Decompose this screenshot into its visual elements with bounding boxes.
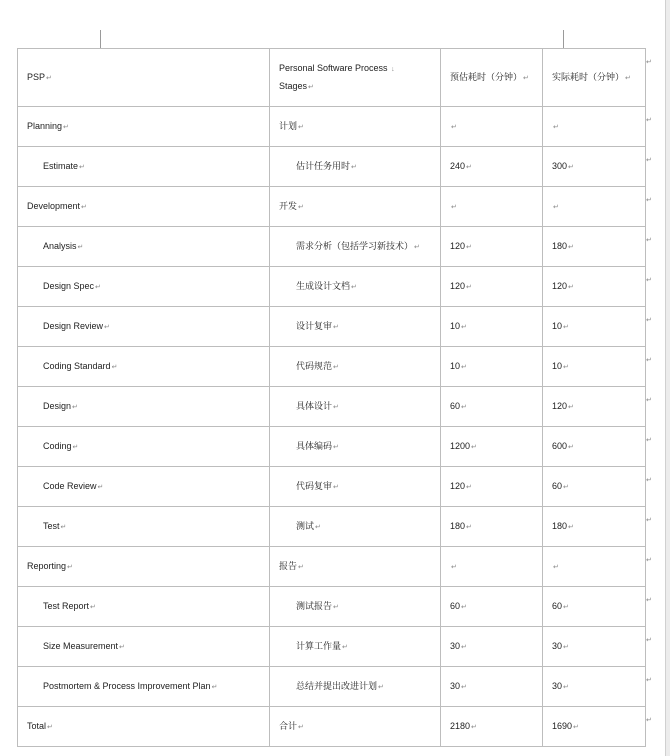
cell-stage-cn[interactable]: 估计任务用时↵ [270,147,441,187]
cell-stage-cn[interactable]: 设计复审↵ [270,307,441,347]
row-end-mark: ↵ [646,117,652,124]
cell-stage-cn[interactable]: 具体设计↵ [270,387,441,427]
cell-stage-cn[interactable]: 生成设计文档↵ [270,267,441,307]
header-estimated-time[interactable]: 预估耗时（分钟）↵ [441,49,543,107]
row-end-mark: ↵ [646,677,652,684]
cell-estimated[interactable]: 2180↵ [441,707,543,747]
cell-stage-en[interactable]: Postmortem & Process Improvement Plan↵ [18,667,270,707]
cell-stage-cn[interactable]: 总结并提出改进计划↵ [270,667,441,707]
table-row [18,627,646,667]
cell-stage-cn[interactable]: 合计↵ [270,707,441,747]
cell-estimated[interactable]: 240↵ [441,147,543,187]
row-end-mark: ↵ [646,357,652,364]
cell-stage-en[interactable]: Total↵ [18,707,270,747]
cell-stage-en[interactable]: Design Review↵ [18,307,270,347]
cell-estimated[interactable]: 180↵ [441,507,543,547]
cell-stage-en[interactable]: Analysis↵ [18,227,270,267]
cell-stage-en[interactable]: Coding Standard↵ [18,347,270,387]
header-actual-time[interactable]: 实际耗时（分钟）↵ [543,49,646,107]
cell-estimated[interactable]: 30↵ [441,627,543,667]
header-psp[interactable]: PSP↵ [18,49,270,107]
cell-actual[interactable]: 10↵ [543,307,646,347]
cell-stage-cn[interactable]: 开发↵ [270,187,441,227]
cell-actual[interactable]: 30↵ [543,627,646,667]
cell-stage-cn[interactable]: 需求分析（包括学习新技术）↵ [270,227,441,267]
cell-stage-en[interactable]: Reporting↵ [18,547,270,587]
table-row [18,707,646,747]
cell-actual[interactable]: 60↵ [543,587,646,627]
margin-corner-top-right [563,30,582,49]
row-end-mark: ↵ [646,157,652,164]
cell-stage-cn[interactable]: 计算工作量↵ [270,627,441,667]
row-end-mark: ↵ [646,397,652,404]
cell-actual[interactable]: ↵ [543,187,646,227]
cell-stage-en[interactable]: Code Review↵ [18,467,270,507]
row-end-mark: ↵ [646,517,652,524]
row-end-mark: ↵ [646,197,652,204]
cell-stage-cn[interactable]: 代码复审↵ [270,467,441,507]
margin-corner-top-left [82,30,101,49]
table-row [18,467,646,507]
cell-estimated[interactable]: ↵ [441,107,543,147]
table-row [18,587,646,627]
table-row [18,427,646,467]
cell-stage-cn[interactable]: 代码规范↵ [270,347,441,387]
cell-actual[interactable]: 10↵ [543,347,646,387]
psp-table [17,48,646,747]
cell-stage-en[interactable]: Development↵ [18,187,270,227]
cell-actual[interactable]: 120↵ [543,267,646,307]
cell-stage-cn[interactable]: 具体编码↵ [270,427,441,467]
cell-estimated[interactable]: 120↵ [441,227,543,267]
table-row [18,387,646,427]
cell-actual[interactable]: 1690↵ [543,707,646,747]
cell-stage-en[interactable]: Estimate↵ [18,147,270,187]
table-row [18,507,646,547]
table-row [18,147,646,187]
cell-actual[interactable]: 300↵ [543,147,646,187]
cell-estimated[interactable]: 120↵ [441,267,543,307]
table-row [18,307,646,347]
cell-actual[interactable]: 30↵ [543,667,646,707]
cell-estimated[interactable]: 1200↵ [441,427,543,467]
cell-stage-en[interactable]: Size Measurement↵ [18,627,270,667]
table-row [18,267,646,307]
cell-actual[interactable]: 60↵ [543,467,646,507]
cell-estimated[interactable]: 30↵ [441,667,543,707]
cell-estimated[interactable]: ↵ [441,187,543,227]
cell-actual[interactable]: ↵ [543,107,646,147]
cell-stage-en[interactable]: Coding↵ [18,427,270,467]
cell-stage-en[interactable]: Test Report↵ [18,587,270,627]
cell-stage-en[interactable]: Design↵ [18,387,270,427]
row-end-mark: ↵ [646,437,652,444]
row-end-mark: ↵ [646,59,652,66]
row-end-mark: ↵ [646,637,652,644]
row-end-mark: ↵ [646,277,652,284]
cell-actual[interactable]: 180↵ [543,227,646,267]
cell-estimated[interactable]: 60↵ [441,387,543,427]
cell-actual[interactable]: ↵ [543,547,646,587]
cell-estimated[interactable]: 10↵ [441,307,543,347]
header-stages[interactable]: Personal Software Process ↓ Stages↵ [270,49,441,107]
cell-stage-cn[interactable]: 测试报告↵ [270,587,441,627]
cell-stage-en[interactable]: Planning↵ [18,107,270,147]
table-header-row [18,49,646,107]
row-end-mark: ↵ [646,317,652,324]
cell-stage-en[interactable]: Test↵ [18,507,270,547]
cell-actual[interactable]: 180↵ [543,507,646,547]
cell-stage-cn[interactable]: 报告↵ [270,547,441,587]
table-row [18,347,646,387]
row-end-mark: ↵ [646,597,652,604]
cell-estimated[interactable]: 120↵ [441,467,543,507]
cell-actual[interactable]: 600↵ [543,427,646,467]
row-end-mark: ↵ [646,717,652,724]
table-row [18,227,646,267]
table-row [18,667,646,707]
cell-stage-cn[interactable]: 计划↵ [270,107,441,147]
cell-estimated[interactable]: 10↵ [441,347,543,387]
row-end-mark: ↵ [646,557,652,564]
cell-stage-en[interactable]: Design Spec↵ [18,267,270,307]
row-end-mark: ↵ [646,477,652,484]
table-row [18,107,646,147]
cell-stage-cn[interactable]: 测试↵ [270,507,441,547]
cell-estimated[interactable]: ↵ [441,547,543,587]
table-row [18,547,646,587]
cell-estimated[interactable]: 60↵ [441,587,543,627]
row-end-mark: ↵ [646,237,652,244]
table-row [18,187,646,227]
cell-actual[interactable]: 120↵ [543,387,646,427]
